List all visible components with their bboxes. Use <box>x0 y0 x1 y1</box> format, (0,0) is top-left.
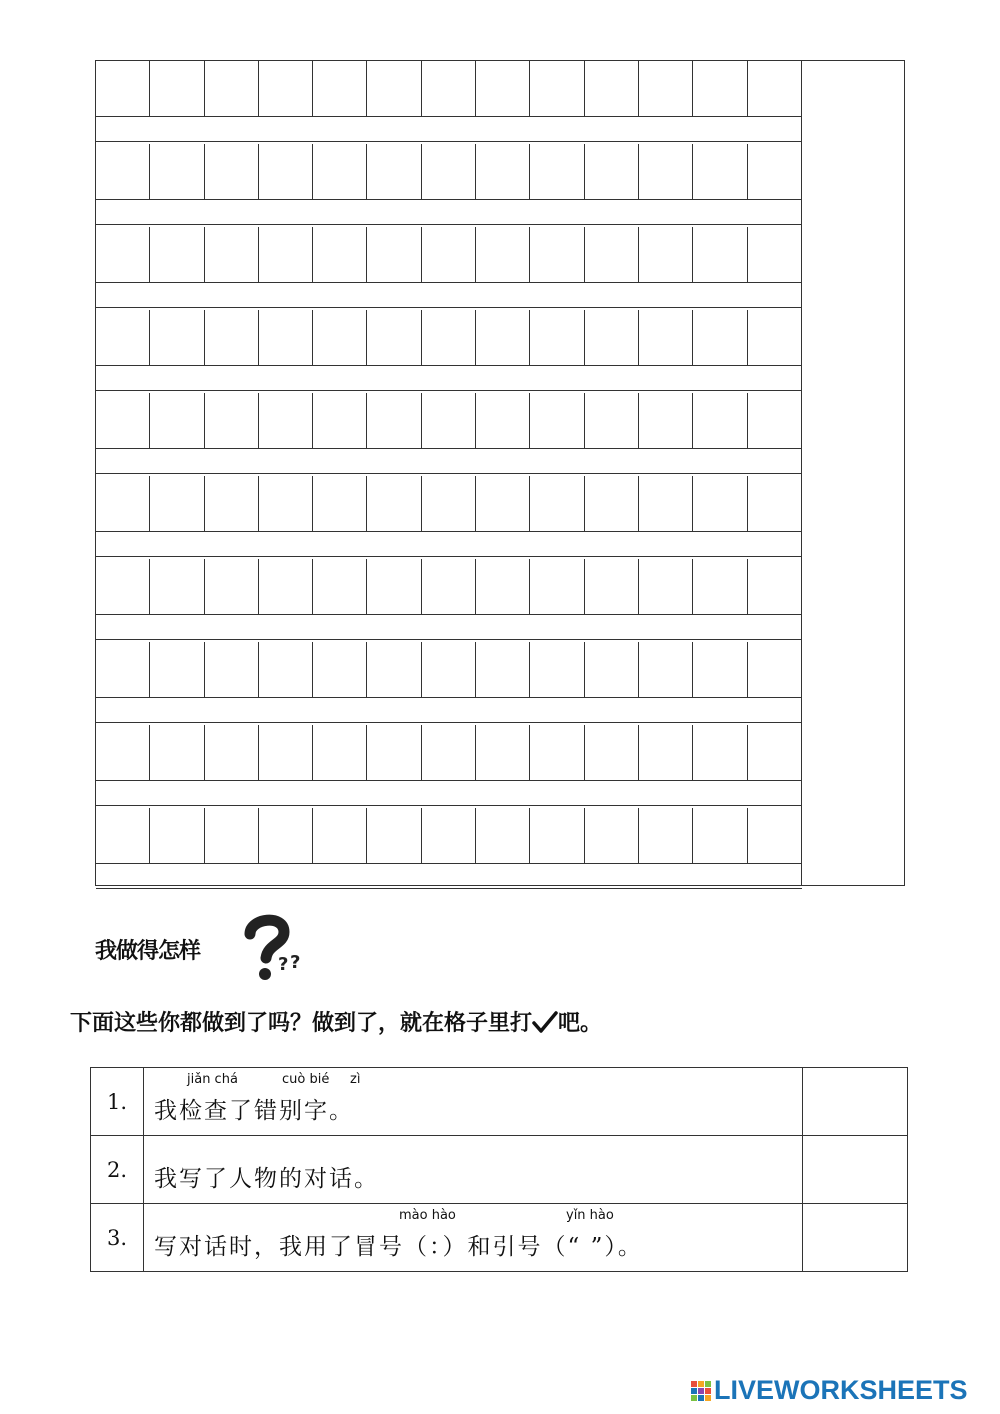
liveworksheets-logo <box>690 1375 968 1406</box>
grid-cell[interactable] <box>259 393 313 448</box>
grid-cell[interactable] <box>476 227 530 282</box>
grid-cell[interactable] <box>639 61 693 116</box>
pinyin-annotation: cuò bié <box>282 1072 330 1087</box>
grid-cell[interactable] <box>476 642 530 697</box>
grid-cell[interactable] <box>639 310 693 365</box>
grid-cell[interactable] <box>150 227 204 282</box>
item-text: 写对话时，我用了冒号（：）和引号（“ ”）。 <box>154 1234 643 1260</box>
grid-row <box>96 808 802 864</box>
grid-cell[interactable] <box>748 227 802 282</box>
grid-cell[interactable] <box>367 476 421 531</box>
grid-cell[interactable] <box>639 725 693 780</box>
item-text-cell <box>144 1136 803 1204</box>
grid-cell[interactable] <box>422 227 476 282</box>
grid-cell[interactable] <box>476 310 530 365</box>
section-title: 我做得怎样 <box>95 939 201 964</box>
grid-cell[interactable] <box>313 61 367 116</box>
grid-cell[interactable] <box>313 310 367 365</box>
grid-spacer-line <box>96 864 802 889</box>
grid-cell[interactable] <box>693 61 747 116</box>
grid-cell[interactable] <box>748 808 802 863</box>
grid-cell[interactable] <box>259 559 313 614</box>
grid-cell[interactable] <box>748 310 802 365</box>
grid-cell[interactable] <box>639 559 693 614</box>
grid-cell[interactable] <box>476 144 530 199</box>
grid-cell[interactable] <box>422 725 476 780</box>
grid-row <box>96 227 802 283</box>
grid-cell[interactable] <box>205 559 259 614</box>
grid-cell[interactable] <box>639 393 693 448</box>
grid-cell[interactable] <box>693 144 747 199</box>
grid-cell[interactable] <box>150 310 204 365</box>
grid-cell[interactable] <box>367 725 421 780</box>
grid-cell[interactable] <box>748 144 802 199</box>
grid-cell[interactable] <box>259 144 313 199</box>
grid-spacer-line <box>96 117 802 142</box>
grid-cell[interactable] <box>259 61 313 116</box>
grid-cell[interactable] <box>585 476 639 531</box>
item-text: 我检查了错别字。 <box>154 1098 354 1124</box>
grid-cell[interactable] <box>693 393 747 448</box>
grid-cell[interactable] <box>693 476 747 531</box>
grid-cell[interactable] <box>530 725 584 780</box>
grid-cell[interactable] <box>748 476 802 531</box>
item-text-cell <box>144 1068 803 1136</box>
table-row <box>91 1068 908 1136</box>
table-row <box>91 1136 908 1204</box>
grid-cell[interactable] <box>422 642 476 697</box>
pinyin-annotation: yǐn hào <box>566 1208 614 1223</box>
grid-cell[interactable] <box>313 725 367 780</box>
grid-row <box>96 725 802 781</box>
grid-spacer-line <box>96 449 802 474</box>
item-number: 1. <box>91 1068 144 1136</box>
grid-cell[interactable] <box>585 559 639 614</box>
grid-cell[interactable] <box>96 476 150 531</box>
grid-cell[interactable] <box>476 559 530 614</box>
grid-cell[interactable] <box>748 642 802 697</box>
check-box[interactable] <box>803 1204 908 1272</box>
svg-text:?: ? <box>290 952 301 973</box>
grid-cell[interactable] <box>205 310 259 365</box>
checkmark-icon <box>532 1011 558 1033</box>
grid-cell[interactable] <box>693 808 747 863</box>
grid-cell[interactable] <box>205 144 259 199</box>
grid-cell[interactable] <box>422 144 476 199</box>
grid-cell[interactable] <box>367 227 421 282</box>
grid-cell[interactable] <box>259 476 313 531</box>
grid-cell[interactable] <box>313 476 367 531</box>
grid-cell[interactable] <box>313 144 367 199</box>
grid-cell[interactable] <box>150 725 204 780</box>
instruction-text-before: 下面这些你都做到了吗？做到了，就在格子里打 <box>70 1011 533 1036</box>
grid-cell[interactable] <box>96 227 150 282</box>
grid-cell[interactable] <box>205 642 259 697</box>
grid-cell[interactable] <box>150 61 204 116</box>
pinyin-annotation: mào hào <box>399 1208 456 1223</box>
grid-cell[interactable] <box>639 144 693 199</box>
grid-row <box>96 476 802 532</box>
grid-cell[interactable] <box>748 725 802 780</box>
grid-cell[interactable] <box>313 808 367 863</box>
grid-cell[interactable] <box>585 144 639 199</box>
grid-cell[interactable] <box>585 61 639 116</box>
grid-cell[interactable] <box>693 559 747 614</box>
grid-cell[interactable] <box>150 476 204 531</box>
grid-row <box>96 144 802 200</box>
item-number: 2. <box>91 1136 144 1204</box>
grid-cell[interactable] <box>96 61 150 116</box>
grid-cell[interactable] <box>150 559 204 614</box>
grid-cell[interactable] <box>476 476 530 531</box>
grid-cell[interactable] <box>313 227 367 282</box>
grid-cell[interactable] <box>313 559 367 614</box>
grid-cell[interactable] <box>96 642 150 697</box>
grid-spacer-line <box>96 532 802 557</box>
grid-cell[interactable] <box>476 393 530 448</box>
grid-cell[interactable] <box>585 642 639 697</box>
grid-cell[interactable] <box>150 144 204 199</box>
grid-cell[interactable] <box>367 144 421 199</box>
grid-cell[interactable] <box>205 725 259 780</box>
grid-cell[interactable] <box>530 559 584 614</box>
grid-cell[interactable] <box>585 227 639 282</box>
grid-row <box>96 559 802 615</box>
grid-cell[interactable] <box>96 725 150 780</box>
grid-cell[interactable] <box>530 310 584 365</box>
item-text: 我写了人物的对话。 <box>154 1166 379 1192</box>
check-box[interactable] <box>803 1136 908 1204</box>
grid-cell[interactable] <box>96 393 150 448</box>
grid-cell[interactable] <box>259 310 313 365</box>
grid-cell[interactable] <box>422 808 476 863</box>
svg-text:?: ? <box>278 954 289 975</box>
grid-cell[interactable] <box>205 227 259 282</box>
grid-cell[interactable] <box>639 227 693 282</box>
check-box[interactable] <box>803 1068 908 1136</box>
question-marks-icon <box>236 912 306 984</box>
grid-cell[interactable] <box>205 476 259 531</box>
grid-cell[interactable] <box>530 393 584 448</box>
grid-cell[interactable] <box>693 725 747 780</box>
grid-cell[interactable] <box>639 808 693 863</box>
grid-cell[interactable] <box>367 642 421 697</box>
grid-cell[interactable] <box>367 61 421 116</box>
grid-cell[interactable] <box>422 393 476 448</box>
grid-cell[interactable] <box>530 61 584 116</box>
grid-cell[interactable] <box>205 808 259 863</box>
grid-cell[interactable] <box>585 310 639 365</box>
grid-cell[interactable] <box>313 393 367 448</box>
grid-cell[interactable] <box>530 808 584 863</box>
grid-cell[interactable] <box>530 642 584 697</box>
grid-cell[interactable] <box>422 61 476 116</box>
grid-cell[interactable] <box>693 310 747 365</box>
writing-grid <box>95 60 905 886</box>
grid-cell[interactable] <box>367 559 421 614</box>
pinyin-annotation: jiǎn chá <box>187 1072 238 1087</box>
self-check-table <box>90 1067 908 1272</box>
grid-cell[interactable] <box>259 725 313 780</box>
grid-cell[interactable] <box>585 808 639 863</box>
grid-cell[interactable] <box>367 808 421 863</box>
grid-cell[interactable] <box>150 393 204 448</box>
grid-cell[interactable] <box>259 808 313 863</box>
grid-spacer-line <box>96 781 802 806</box>
grid-cell[interactable] <box>748 393 802 448</box>
grid-cell[interactable] <box>748 559 802 614</box>
grid-cell[interactable] <box>259 227 313 282</box>
table-row <box>91 1204 908 1272</box>
grid-cell[interactable] <box>205 61 259 116</box>
grid-cell[interactable] <box>530 476 584 531</box>
grid-cell[interactable] <box>205 393 259 448</box>
grid-row <box>96 393 802 449</box>
grid-row <box>96 642 802 698</box>
item-text-cell <box>144 1204 803 1272</box>
grid-spacer-line <box>96 283 802 308</box>
grid-cell[interactable] <box>96 559 150 614</box>
logo-mark-icon <box>690 1380 712 1402</box>
logo-text: LIVEWORKSHEETS <box>714 1375 968 1405</box>
grid-cell[interactable] <box>476 61 530 116</box>
grid-cell[interactable] <box>530 227 584 282</box>
grid-cell[interactable] <box>150 808 204 863</box>
grid-cell[interactable] <box>693 642 747 697</box>
grid-spacer-line <box>96 615 802 640</box>
grid-cell[interactable] <box>96 808 150 863</box>
grid-cell[interactable] <box>530 144 584 199</box>
grid-cell[interactable] <box>96 144 150 199</box>
grid-spacer-line <box>96 200 802 225</box>
grid-cell[interactable] <box>422 559 476 614</box>
grid-spacer-line <box>96 698 802 723</box>
grid-row <box>96 61 802 117</box>
item-number: 3. <box>91 1204 144 1272</box>
grid-cell[interactable] <box>367 393 421 448</box>
grid-cell[interactable] <box>259 642 313 697</box>
grid-cell[interactable] <box>476 808 530 863</box>
instruction-text-after: 吧。 <box>558 1011 603 1036</box>
grid-cell[interactable] <box>585 725 639 780</box>
instruction-text <box>70 1006 602 1037</box>
grid-row <box>96 310 802 366</box>
grid-cell[interactable] <box>313 642 367 697</box>
grid-cell[interactable] <box>150 642 204 697</box>
grid-cell[interactable] <box>639 642 693 697</box>
grid-spacer-line <box>96 366 802 391</box>
grid-cell[interactable] <box>639 476 693 531</box>
grid-cell[interactable] <box>96 310 150 365</box>
grid-cell[interactable] <box>748 61 802 116</box>
grid-cell[interactable] <box>476 725 530 780</box>
grid-cell[interactable] <box>693 227 747 282</box>
grid-cell[interactable] <box>422 476 476 531</box>
grid-cell[interactable] <box>422 310 476 365</box>
grid-cell[interactable] <box>585 393 639 448</box>
grid-cell[interactable] <box>367 310 421 365</box>
pinyin-annotation: zì <box>350 1072 361 1087</box>
